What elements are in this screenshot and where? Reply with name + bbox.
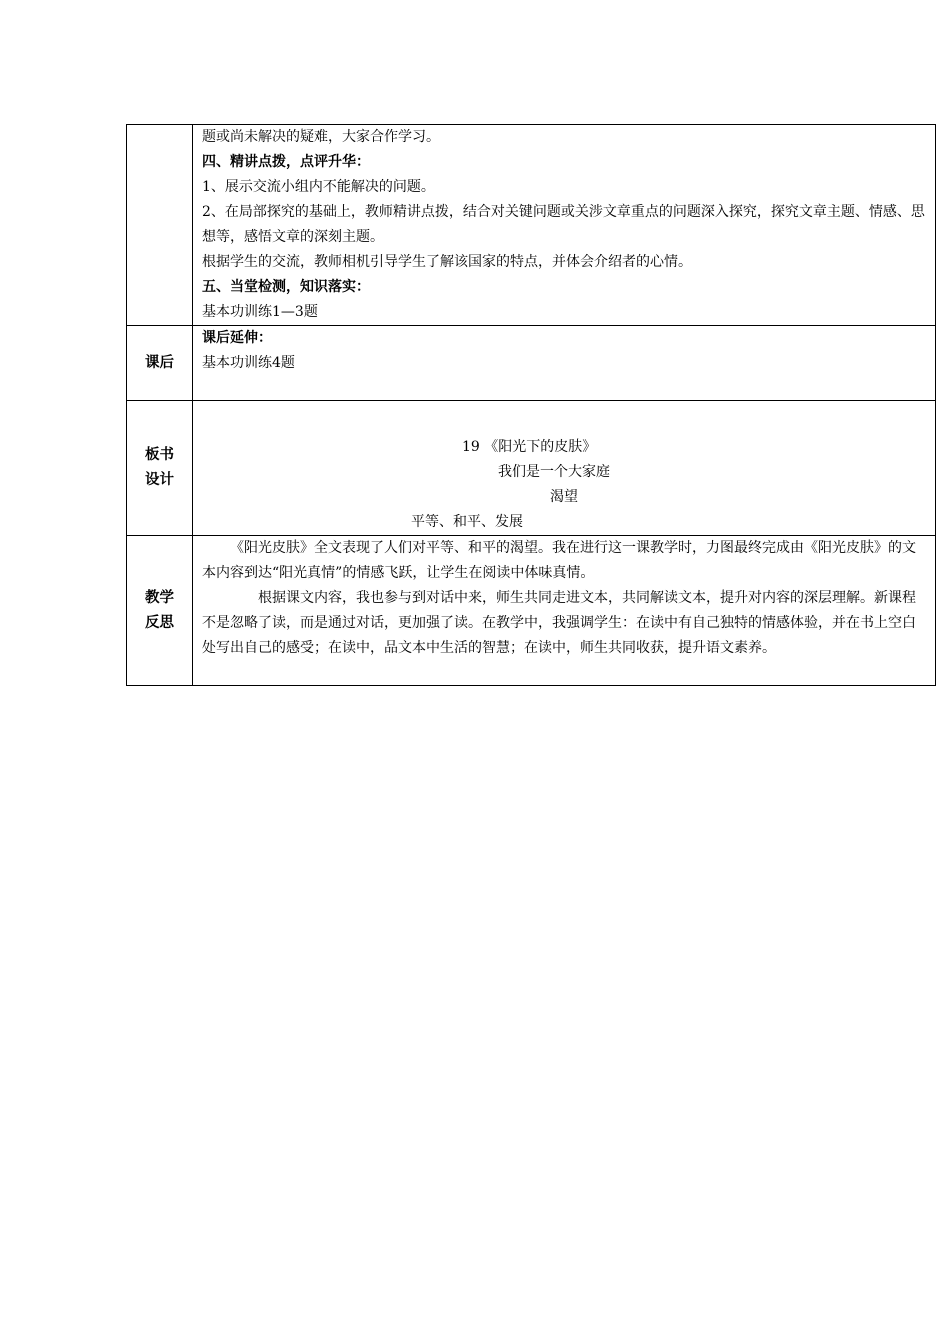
row-process-label-cell <box>127 125 193 326</box>
process-heading-4: 四、精讲点拨，点评升华： <box>202 154 370 170</box>
process-line-1: 题或尚未解决的疑难，大家合作学习。 <box>202 129 440 145</box>
row-reflection <box>127 536 936 686</box>
process-line-4: 2、在局部探究的基础上，教师精讲点拨，结合对关键问题或关涉文章重点的问题深入探究，探究文章主题、情感、思想等，感悟文章的深刻主题。 <box>202 204 925 245</box>
process-line-7: 基本功训练1—3题 <box>202 304 318 320</box>
process-heading-5: 五、当堂检测，知识落实： <box>202 279 370 295</box>
reflection-paragraph-1: 《阳光皮肤》全文表现了人们对平等、和平的渴望。我在进行这一课教学时，力图最终完成由《阳光皮肤》的文本内容到达“阳光真情”的情感飞跃，让学生在阅读中体味真情。 <box>202 540 916 581</box>
row-process <box>127 125 936 326</box>
board-title: 19 《阳光下的皮肤》 <box>462 439 597 455</box>
process-line-5: 根据学生的交流，教师相机引导学生了解该国家的特点，并体会介绍者的心情。 <box>202 254 692 270</box>
row-board-design <box>127 401 936 536</box>
reflection-label-line-2: 反思 <box>145 614 174 631</box>
reflection-paragraph-2: 根据课文内容，我也参与到对话中来，师生共同走进文本，共同解读文本，提升对内容的深层理解。新课程不是忽略了读，而是通过对话，更加强了读。在教学中，我强调学生：在读中有自己独特的情感体验，并在书上空白处写出自己的感受；在读中，品文本中生活的智慧；在读中，师生共同收获，提升语文素养。 <box>202 590 916 656</box>
board-layout <box>202 401 927 535</box>
process-line-3: 1、展示交流小组内不能解决的问题。 <box>202 179 435 195</box>
reflection-content <box>193 536 936 686</box>
after-class-text: 基本功训练4题 <box>202 355 295 371</box>
board-line-3: 渴望 <box>550 489 578 505</box>
row-process-content <box>193 125 936 326</box>
board-line-2: 我们是一个大家庭 <box>498 464 610 480</box>
after-class-label: 课后 <box>127 326 193 401</box>
after-class-content <box>193 326 936 401</box>
after-class-heading: 课后延伸： <box>202 330 272 346</box>
row-after-class <box>127 326 936 401</box>
reflection-label <box>127 536 193 686</box>
lesson-plan-table <box>126 124 936 686</box>
board-design-label <box>127 401 193 536</box>
board-design-content <box>193 401 936 536</box>
reflection-label-line-1: 教学 <box>145 589 174 606</box>
board-label-line-2: 设计 <box>145 472 174 488</box>
board-label-line-1: 板书 <box>145 447 174 463</box>
board-line-4: 平等、和平、发展 <box>411 514 523 530</box>
